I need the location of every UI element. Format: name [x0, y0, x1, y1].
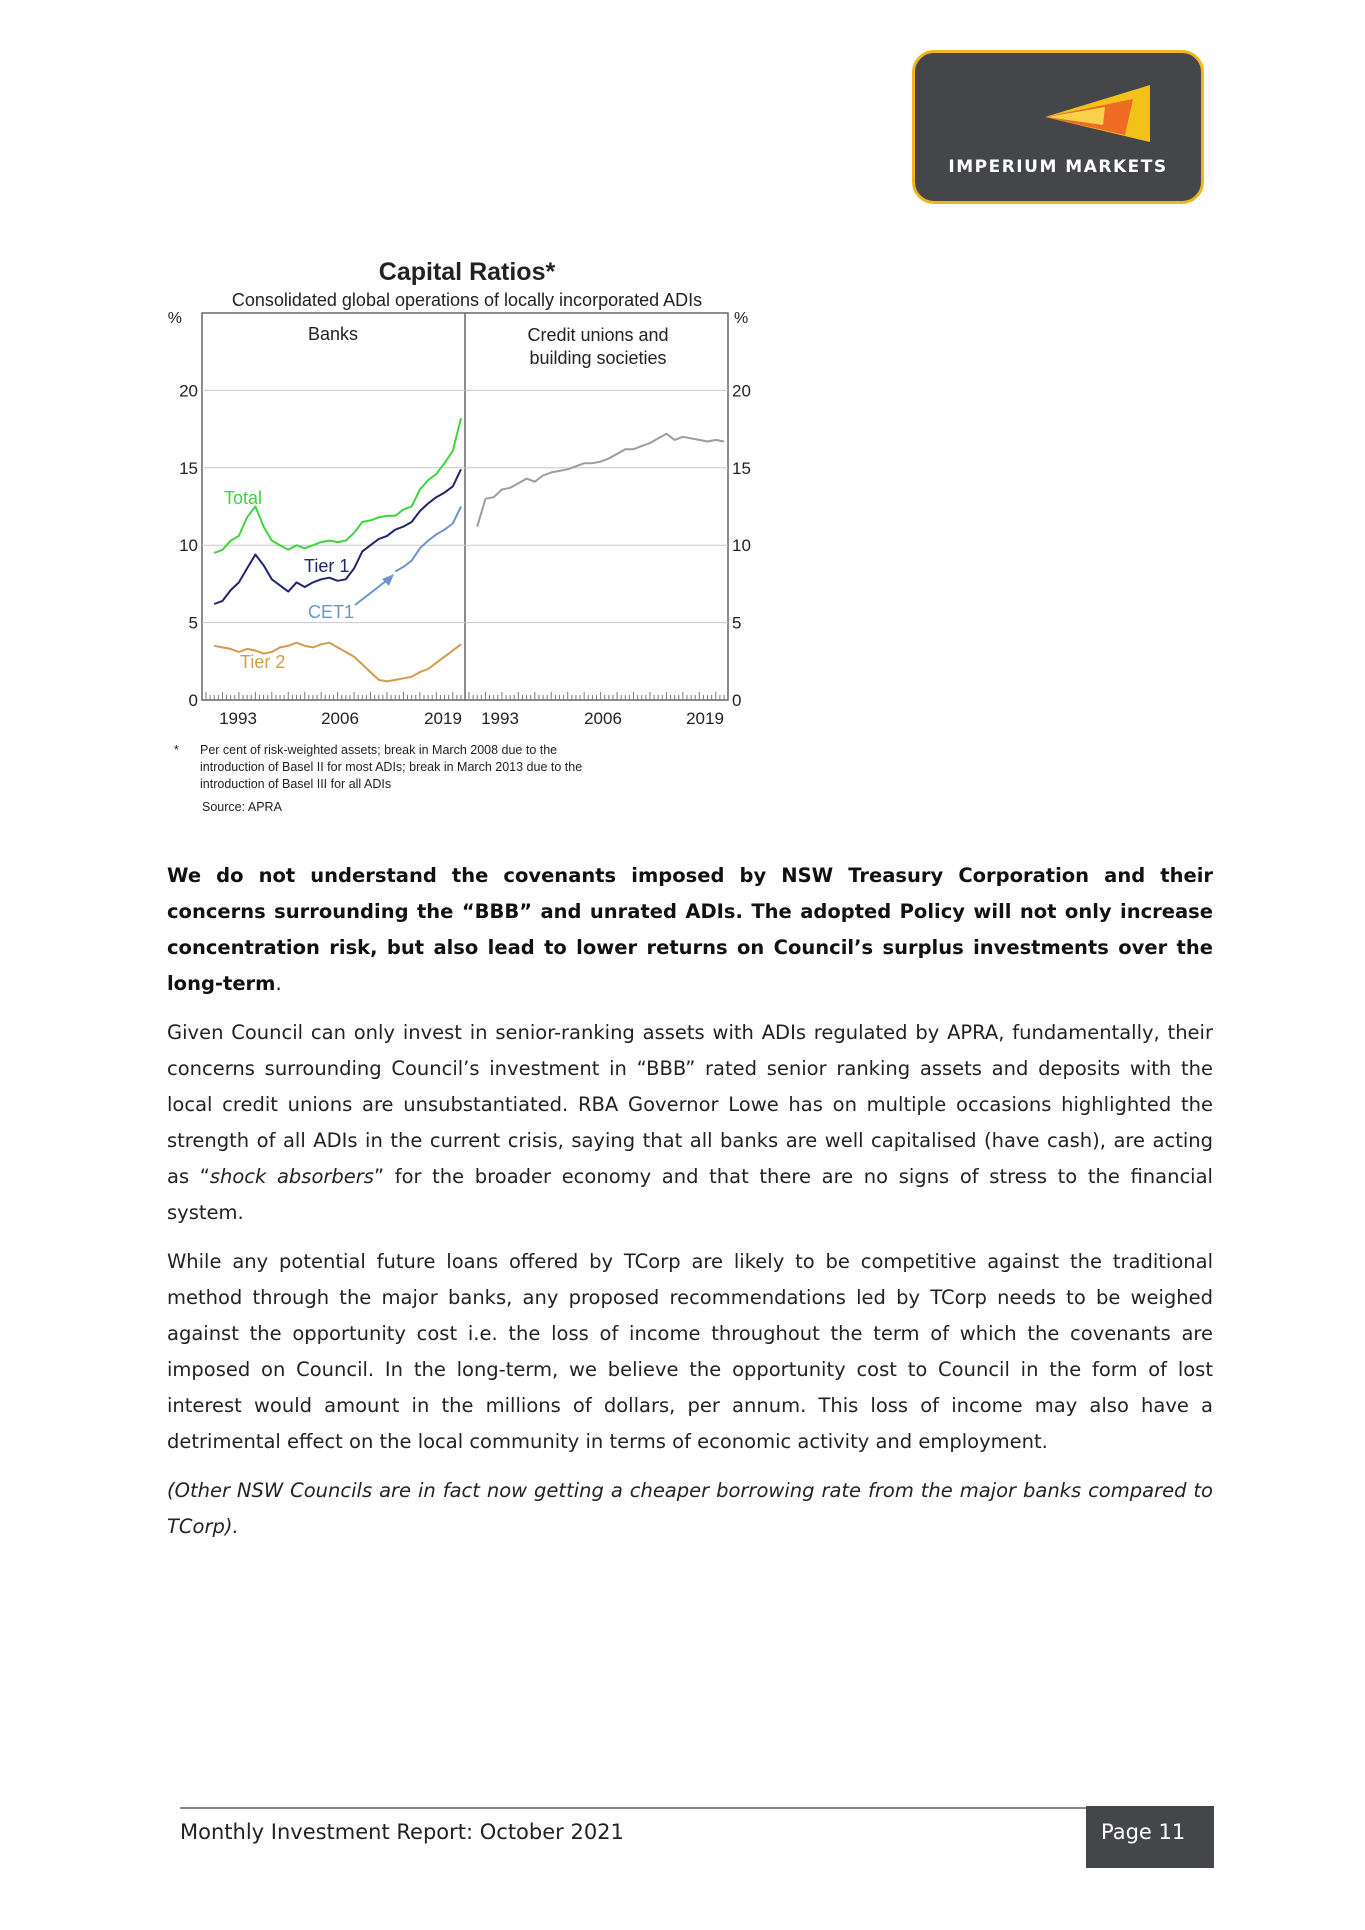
- y-tick-right-20: 20: [732, 381, 751, 401]
- y-tick-right-5: 5: [732, 613, 742, 633]
- panel-label-credit-unions-1: Credit unions and: [527, 325, 669, 345]
- x-tick-left-2019: 2019: [424, 709, 462, 728]
- paragraph-1: [167, 858, 1213, 1002]
- y-unit-left: %: [167, 310, 182, 327]
- series-label-cet1: CET1: [308, 602, 355, 622]
- paragraph-2: [167, 1015, 1213, 1231]
- series-label-tier1: Tier 1: [304, 556, 350, 576]
- notes-line-2: introduction of Basel II for most ADIs; break in March 2013 due to the: [200, 760, 583, 774]
- footer-title: Monthly Investment Report: October 2021: [180, 1820, 624, 1844]
- paragraph-2-italic: shock absorbers: [209, 1165, 374, 1188]
- paragraph-3: While any potential future loans offered by TCorp are likely to be competitive against the traditional method through the major banks, any proposed recommendations led by TCorp needs to be weighed against the opportunity cost i.e. the loss of income throughout the term of which the covenants are imposed on Council. In the long-term, we believe the opportunity cost to Council in the form of lost interest would amount in the millions of dollars, per annum. This loss of income may also have a detrimental effect on the local community in terms of economic activity and employment.: [167, 1250, 1213, 1453]
- page-number: Page 11: [1086, 1806, 1214, 1868]
- body-text: [167, 858, 1213, 1558]
- notes-line-1: Per cent of risk-weighted assets; break in March 2008 due to the: [200, 743, 558, 757]
- logo-arrow-icon: [1045, 77, 1165, 157]
- paragraph-1-bold: We do not understand the covenants imposed by NSW Treasury Corporation and their concerns surrounding the “BBB” and unrated ADIs. The adopted Policy will not only increase concentration risk, but also lead to lower returns on Council’s surplus investments over the long-term: [167, 864, 1213, 995]
- series-label-tier2: Tier 2: [240, 652, 286, 672]
- x-tick-right-1993: 1993: [481, 709, 519, 728]
- panel-label-banks: Banks: [307, 324, 359, 344]
- panel-label-credit-unions-2: building societies: [529, 348, 667, 368]
- chart-notes: [174, 742, 720, 793]
- series-line-total: [214, 418, 461, 553]
- chart-svg: [160, 250, 760, 740]
- y-unit-right: %: [734, 310, 749, 327]
- y-tick-right-15: 15: [732, 458, 751, 478]
- y-tick-left-15: 15: [179, 458, 198, 478]
- chart-subtitle: Consolidated global operations of locally incorporated ADIs: [231, 290, 703, 310]
- y-tick-right-10: 10: [732, 536, 751, 556]
- series-label-total: Total: [224, 488, 263, 508]
- x-tick-right-2019: 2019: [686, 709, 724, 728]
- y-tick-right-0: 0: [732, 691, 742, 710]
- cet1-pointer-arrowhead: [382, 574, 394, 586]
- y-tick-left-0: 0: [188, 691, 198, 710]
- series-line-total-credit-unions-and-building-societies-: [477, 434, 724, 527]
- footer-divider: [180, 1807, 1086, 1809]
- notes-asterisk: *: [174, 743, 179, 757]
- company-logo: [912, 50, 1204, 204]
- logo-text: IMPERIUM MARKETS: [948, 157, 1168, 177]
- y-tick-left-20: 20: [179, 381, 198, 401]
- x-tick-left-1993: 1993: [219, 709, 257, 728]
- series-layer: [214, 418, 724, 681]
- chart-title: Capital Ratios*: [378, 258, 556, 286]
- series-line-cet1: [395, 507, 461, 572]
- x-tick-left-2006: 2006: [321, 709, 359, 728]
- cet1-pointer-line: [355, 578, 390, 605]
- paragraph-2-b: ” for the broader economy and that there are no signs of stress to the financial system.: [167, 1165, 1213, 1224]
- paragraph-4: (Other NSW Councils are in fact now getting a cheaper borrowing rate from the major banks compared to TCorp).: [167, 1479, 1213, 1538]
- chart-source: Source: APRA: [202, 800, 282, 814]
- y-tick-left-5: 5: [188, 613, 198, 633]
- x-tick-right-2006: 2006: [584, 709, 622, 728]
- y-tick-left-10: 10: [179, 536, 198, 556]
- paragraph-2-a: Given Council can only invest in senior-ranking assets with ADIs regulated by APRA, fundamentally, their concerns surrounding Council’s investment in “BBB” rated senior ranking assets and deposits with the local credit unions are unsubstantiated. RBA Governor Lowe has on multiple occasions highlighted the strength of all ADIs in the current crisis, saying that all banks are well capitalised (have cash), are acting as “: [167, 1021, 1213, 1188]
- paragraph-1-end: .: [275, 972, 282, 995]
- notes-line-3: introduction of Basel III for all ADIs: [200, 777, 392, 791]
